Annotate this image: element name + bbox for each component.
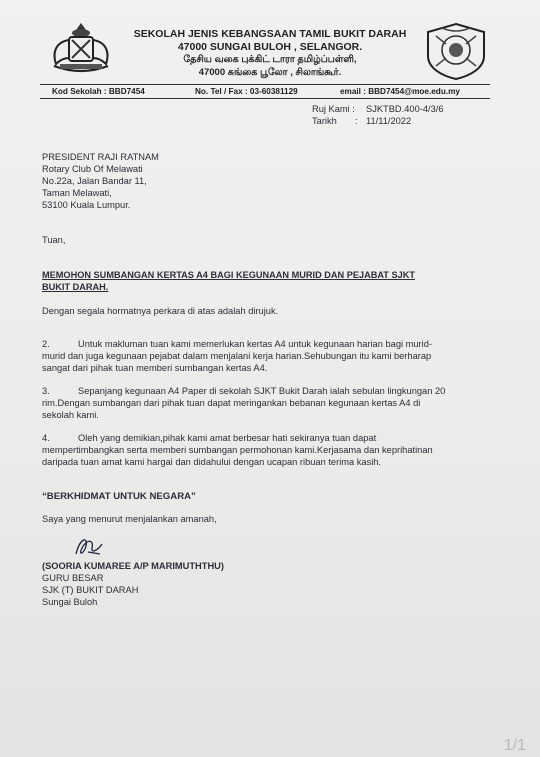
selangor-crest-logo [46,20,116,76]
school-name-tamil: தேசிய வகை புக்கிட் டாரா தமிழ்ப்பள்ளி, [183,54,357,65]
recipient-line4: Taman Melawati, [42,188,112,198]
school-email: email : BBD7454@moe.edu.my [340,87,460,96]
ref-value: SJKTBD.400-4/3/6 [366,104,444,114]
date-colon: : [355,116,358,126]
school-address: 47000 SUNGAI BULOH , SELANGOR. [177,41,363,53]
date-label: Tarikh [312,116,337,126]
para3-line2: rim.Dengan sumbangan dari pihak tuan dapat meringankan bebanan kegunaan kertas A4 di [42,398,421,408]
recipient-line5: 53100 Kuala Lumpur. [42,200,131,210]
recipient-line2: Rotary Club Of Melawati [42,164,143,174]
intro-text: Dengan segala hormatnya perkara di atas adalah dirujuk. [42,306,279,316]
para4-line2: mempertimbangkan serta memberi sumbangan permohonan kami.Kerjasama dan keprihatinan [42,445,433,455]
para4-line3: daripada tuan amat kami hargai dan didahului dengan ucapan ribuan terima kasih. [42,457,382,467]
signatory-town: Sungai Buloh [42,597,98,607]
recipient-line1: PRESIDENT RAJI RATNAM [42,152,159,162]
para2-line3: sangat dari pihak tuan memberi sumbangan kertas A4. [42,363,268,373]
para2-line2: murid dan juga kegunaan pejabat dalam menjalani kerja harian.Sehubungan itu kami berharap [42,351,432,361]
signatory-title: GURU BESAR [42,573,104,583]
para2-number: 2. [42,339,50,349]
header-subrule [40,98,490,99]
closing-text: Saya yang menurut menjalankan amanah, [42,514,217,524]
recipient-line3: No.22a, Jalan Bandar 11, [42,176,147,186]
header-rule [40,84,490,85]
school-name: SEKOLAH JENIS KEBANGSAAN TAMIL BUKIT DARAH [133,28,407,40]
ref-label: Ruj Kami : [312,104,355,114]
para3-number: 3. [42,386,50,396]
para4-number: 4. [42,433,50,443]
para2-line1: Untuk makluman tuan kami memerlukan kertas A4 untuk kegunaan harian bagi murid- [78,339,432,349]
signatory-name: (SOORIA KUMAREE A/P MARIMUTHTHU) [42,561,224,571]
date-value: 11/11/2022 [366,116,412,126]
school-seal-logo [424,22,488,80]
handwritten-signature [72,532,108,560]
salutation: Tuan, [42,235,66,245]
school-code: Kod Sekolah : BBD7454 [52,87,145,96]
subject-line1: MEMOHON SUMBANGAN KERTAS A4 BAGI KEGUNAAN MURID DAN PEJABAT SJKT [42,270,415,280]
motto: “BERKHIDMAT UNTUK NEGARA” [42,491,196,502]
page-number: 1/1 [503,737,526,754]
signatory-school: SJK (T) BUKIT DARAH [42,585,139,595]
para4-line1: Oleh yang demikian,pihak kami amat berbesar hati sekiranya tuan dapat [78,433,377,443]
para3-line1: Sepanjang kegunaan A4 Paper di sekolah SJKT Bukit Darah ialah sebulan lingkungan 20 [78,386,446,396]
subject-line2: BUKIT DARAH. [42,282,109,292]
school-address-tamil: 47000 சுங்கை பூலோ , சிலாங்கூர். [198,67,342,78]
para3-line3: sekolah kami. [42,410,99,420]
tel-fax: No. Tel / Fax : 03-60381129 [195,87,298,96]
